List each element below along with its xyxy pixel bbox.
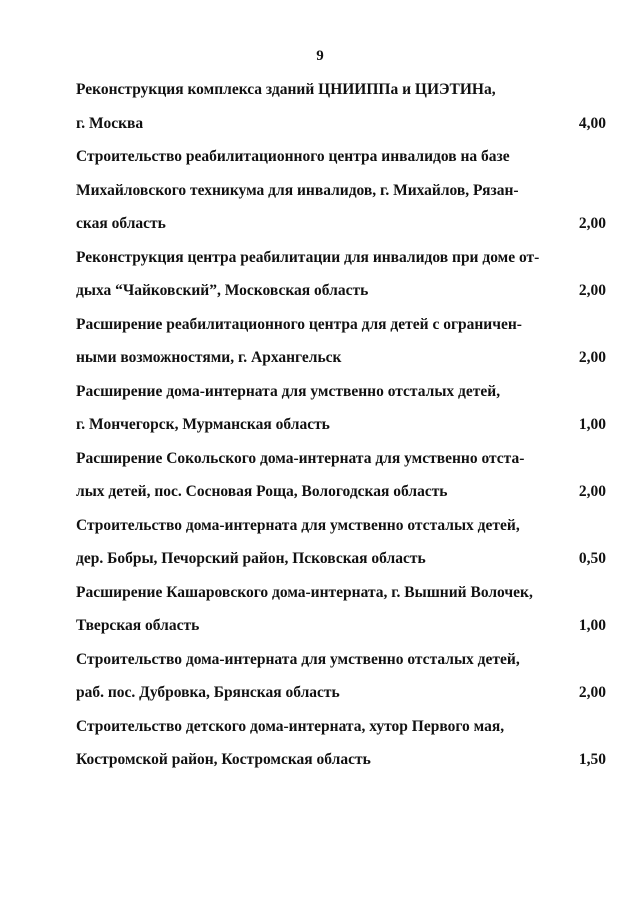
list-item	[76, 717, 606, 784]
item-amount: 1,00	[578, 416, 606, 433]
item-description: г. Мончегорск, Мурманская область	[76, 416, 330, 433]
list-item	[76, 382, 606, 449]
list-item	[76, 516, 606, 583]
item-description: Реконструкция центра реабилитации для инвалидов при доме от-	[76, 248, 540, 266]
item-text-line	[76, 750, 606, 784]
item-text-line	[76, 214, 606, 248]
item-text-line	[76, 415, 606, 449]
item-text-line	[76, 382, 606, 416]
item-text-line	[76, 717, 606, 751]
list-item	[76, 147, 606, 248]
item-description: ская область	[76, 215, 166, 232]
item-text-line	[76, 516, 606, 550]
item-list	[76, 80, 606, 784]
list-item	[76, 315, 606, 382]
item-amount: 2,00	[578, 215, 606, 232]
item-text-line	[76, 482, 606, 516]
item-description: Расширение Кашаровского дома-интерната, г. Вышний Волочек,	[76, 583, 533, 601]
list-item	[76, 248, 606, 315]
item-text-line	[76, 549, 606, 583]
item-description: Тверская область	[76, 617, 200, 634]
item-description: раб. пос. Дубровка, Брянская область	[76, 684, 340, 701]
item-amount: 4,00	[578, 114, 606, 132]
item-amount: 0,50	[578, 550, 606, 567]
list-item	[76, 583, 606, 650]
item-description: Расширение Сокольского дома-интерната для умственно отста-	[76, 449, 525, 467]
item-text-line	[76, 147, 606, 181]
item-description: Строительство реабилитационного центра инвалидов на базе	[76, 148, 510, 165]
item-description: дыха “Чайковский”, Московская область	[76, 282, 369, 299]
item-text-line	[76, 348, 606, 382]
item-text-line	[76, 683, 606, 717]
item-text-line	[76, 281, 606, 315]
item-description: Строительство детского дома-интерната, хутор Первого мая,	[76, 717, 505, 735]
page-number: 9	[316, 48, 324, 64]
list-item	[76, 449, 606, 516]
item-amount: 2,00	[578, 349, 606, 366]
item-description: лых детей, пос. Сосновая Роща, Вологодская область	[76, 483, 448, 500]
item-amount: 2,00	[578, 684, 606, 701]
item-amount: 1,50	[578, 751, 606, 768]
item-description: Строительство дома-интерната для умственно отсталых детей,	[76, 650, 520, 668]
item-description: Строительство дома-интерната для умственно отсталых детей,	[76, 516, 520, 534]
item-text-line	[76, 449, 606, 483]
item-text-line	[76, 181, 606, 215]
item-text-line	[76, 80, 606, 114]
item-description: Костромской район, Костромская область	[76, 751, 371, 768]
item-description: Михайловского техникума для инвалидов, г. Михайлов, Рязан-	[76, 181, 519, 199]
item-text-line	[76, 616, 606, 650]
list-item	[76, 80, 606, 147]
item-description: ными возможностями, г. Архангельск	[76, 349, 342, 366]
item-amount: 2,00	[578, 282, 606, 299]
item-amount: 1,00	[578, 617, 606, 634]
item-text-line	[76, 650, 606, 684]
item-text-line	[76, 114, 606, 148]
item-description: Расширение дома-интерната для умственно отсталых детей,	[76, 382, 501, 400]
item-description: Расширение реабилитационного центра для детей с ограничен-	[76, 315, 522, 333]
item-description: Реконструкция комплекса зданий ЦНИИППа и ЦИЭТИНа,	[76, 81, 496, 98]
item-amount: 2,00	[578, 483, 606, 500]
item-text-line	[76, 583, 606, 617]
item-text-line	[76, 248, 606, 282]
list-item	[76, 650, 606, 717]
item-description: дер. Бобры, Печорский район, Псковская область	[76, 550, 426, 567]
item-description: г. Москва	[76, 114, 144, 132]
item-text-line	[76, 315, 606, 349]
